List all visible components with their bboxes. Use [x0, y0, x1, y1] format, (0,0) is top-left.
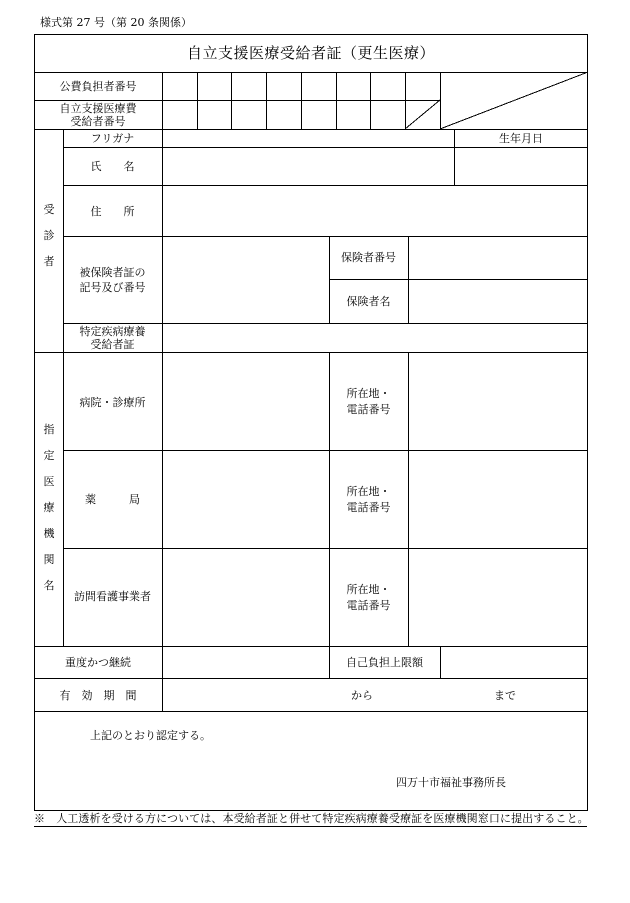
public-payer-number-label: 公費負担者番号	[59, 80, 137, 93]
insurer-number-label: 保険者番号	[341, 251, 396, 264]
validity-from: から	[351, 689, 373, 702]
recipient-number-label-line1: 自立支援医療費	[59, 102, 137, 115]
recipient-number-label-line2: 受給者番号	[70, 115, 126, 128]
hospital-location-label-line1: 所在地・	[346, 387, 391, 400]
issuer-name: 四万十市福祉事務所長	[396, 776, 506, 789]
footnote-underline	[34, 826, 587, 827]
name-label: 氏 名	[90, 160, 135, 173]
certification-text: 上記のとおり認定する。	[90, 729, 211, 742]
insurer-name-label: 保険者名	[346, 295, 391, 308]
insurance-card-label-line2: 記号及び番号	[79, 281, 146, 294]
institution-section-char-2: 定	[43, 449, 55, 462]
institution-section-char-5: 機	[43, 527, 55, 540]
form-number: 様式第 27 号（第 20 条関係）	[40, 16, 192, 29]
visiting-location-label-line1: 所在地・	[346, 583, 391, 596]
patient-section-char-1: 受	[43, 203, 55, 216]
visiting-nursing-label: 訪問看護事業者	[74, 590, 151, 603]
specific-disease-label-line1: 特定疾病療養	[79, 325, 146, 338]
validity-label: 有 効 期 間	[59, 689, 137, 702]
pharmacy-location-label-line1: 所在地・	[346, 485, 391, 498]
institution-section-char-6: 関	[43, 553, 55, 566]
institution-section-char-1: 指	[43, 423, 55, 436]
institution-section-char-4: 療	[43, 501, 55, 514]
patient-section-char-2: 診	[43, 229, 55, 242]
hospital-label: 病院・診療所	[79, 396, 146, 409]
pharmacy-label: 薬 局	[85, 493, 140, 506]
severe-continuing-label: 重度かつ継続	[65, 656, 131, 669]
footnote: ※ 人工透析を受ける方については、本受給者証と併せて特定疾病療養受療証を医療機関窓口に提出すること。	[34, 812, 589, 825]
address-label: 住 所	[90, 205, 135, 218]
hospital-location-label-line2: 電話番号	[346, 403, 391, 416]
form-title: 自立支援医療受給者証（更生医療）	[186, 44, 435, 62]
insurance-card-label-line1: 被保険者証の	[79, 266, 146, 279]
furigana-label: フリガナ	[90, 132, 135, 145]
birthdate-label: 生年月日	[499, 132, 543, 145]
patient-section-char-3: 者	[43, 255, 55, 268]
visiting-location-label-line2: 電話番号	[346, 599, 391, 612]
copay-limit-label: 自己負担上限額	[346, 656, 423, 669]
pharmacy-location-label-line2: 電話番号	[346, 501, 391, 514]
specific-disease-label-line2: 受給者証	[90, 338, 135, 351]
validity-to: まで	[494, 689, 516, 702]
institution-section-char-7: 名	[43, 579, 55, 592]
institution-section-char-3: 医	[43, 475, 55, 488]
